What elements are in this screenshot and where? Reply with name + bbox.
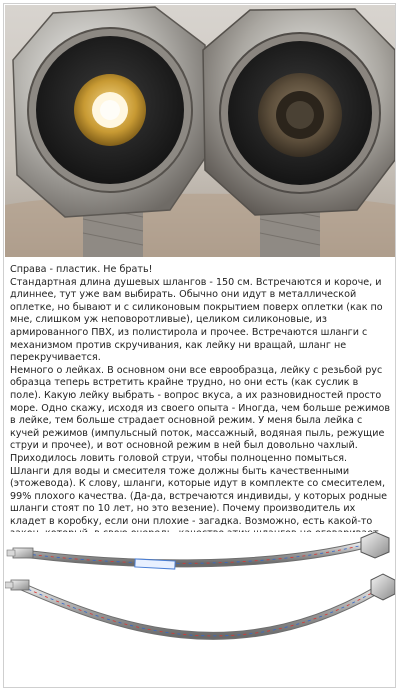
article-paragraph: Справа - пластик. Не брать! xyxy=(10,264,153,275)
post-frame xyxy=(3,3,396,688)
article-paragraph: Немного о лейках. В основном они все еврообразца, лейку с резьбой рус образца теперь встретить крайне трудно, но они есть (как суслик в поле). Какую лейку выбрать - вопрос вкуса, а их разновидностей просто море. Одно скажу, исходя из своего опыта - Иногда, чем больше режимов в лейке, тем больше страдает основной режим. У меня была лейка с кучей режимов (импульсный поток, массажный, водяная пыль, режущие струи и прочее), и вот основной режим в ней был довольно чахлый. Приходилось ловить головой струи, чтобы полноценно помыться. xyxy=(10,364,391,464)
article-paragraph: Стандартная длина душевых шлангов - 150 см. Встречаются и короче, и длиннее, тут уже вам выбирать. Обычно они идут в металлической оплетке, но бывают и с силиконовым покрытием поверх оплетки (как по мне, слишком уж неповоротливые), целиком силиконовые, из армированного ПВХ, из полистирола и прочее. Встречаются шланги с механизмом против скручивания, как лейку ни вращай, шланг не перекручивается. xyxy=(10,276,383,364)
article-paragraph: Шланги для воды и смесителя тоже должны быть качественными (этожевода). К слову, шланги, которые идут в комплекте со смесителем, 99% плохого качества. (Да-да, встречаются индивиды, у которых родные шланги стоят по 10 лет, но это везение). Почему производитель их кладет в коробку, если они плохие - загадка. Возможно, есть какой-то xyxy=(10,465,388,527)
article-text xyxy=(10,264,390,566)
hose-fittings-comparison-photo xyxy=(5,5,396,257)
braided-water-hoses-photo xyxy=(5,532,396,688)
